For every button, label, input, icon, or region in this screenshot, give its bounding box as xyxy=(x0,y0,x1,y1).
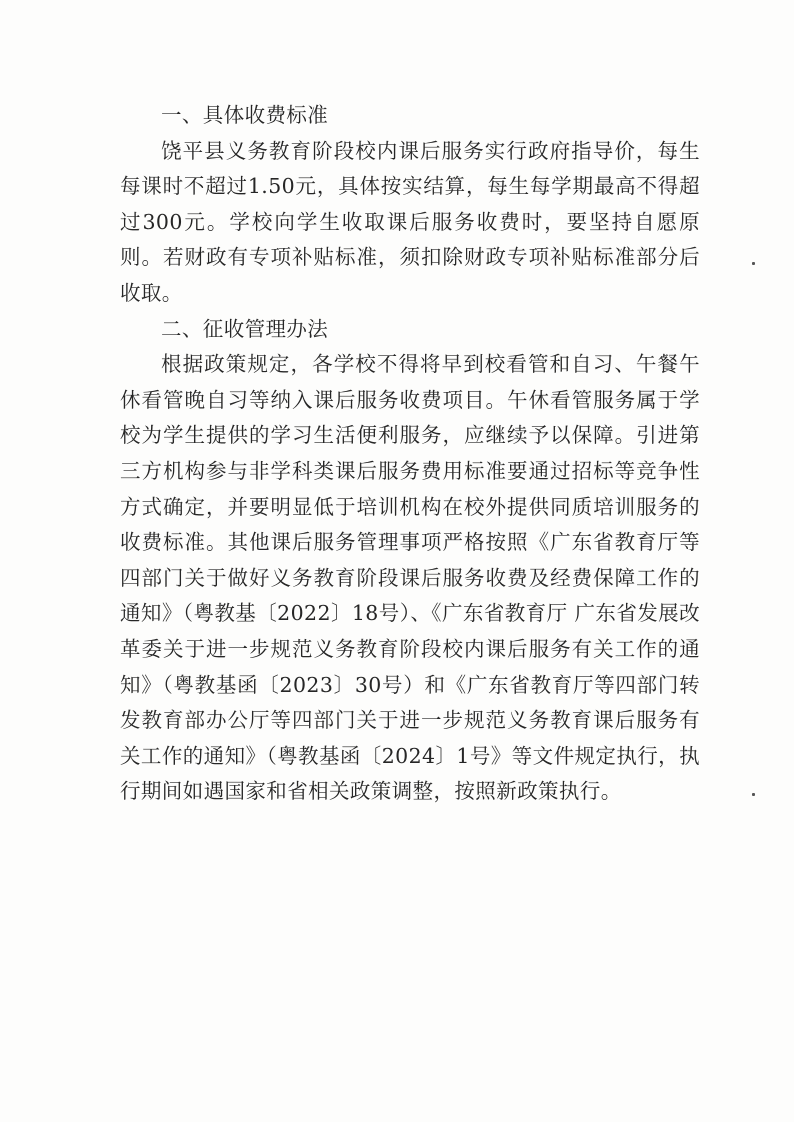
paragraph-management: 根据政策规定，各学校不得将早到校看管和自习、午餐午休看管晚自习等纳入课后服务收费项目。午休看管服务属于学校为学生提供的学习生活便利服务，应继续予以保障。引进第三方机构参与非学科类课后服务费用标准要通过招标等竞争性方式确定，并要明显低于培训机构在校外提供同质培训服务的收费标准。其他课后服务管理事项严格按照《广东省教育厅等四部门关于做好义务教育阶段课后服务收费及经费保障工作的通知》（粤教基〔2022〕18号）、《广东省教育厅 广东省发展改革委关于进一步规范义务教育阶段校内课后服务有关工作的通知》（粤教基函〔2023〕30号）和《广东省教育厅等四部门转发教育部办公厅等四部门关于进一步规范义务教育课后服务有关工作的通知》（粤教基函〔2024〕1号》等文件规定执行，执行期间如遇国家和省相关政策调整，按照新政策执行。 xyxy=(120,352,700,804)
section-heading-fee-standard: 一、具体收费标准 xyxy=(161,103,329,127)
scan-mark-top xyxy=(752,262,755,265)
document-body xyxy=(120,98,700,810)
paragraph-fee-standard: 饶平县义务教育阶段校内课后服务实行政府指导价，每生每课时不超过1.50元，具体按实结算，每生每学期最高不得超过300元。学校向学生收取课后服务收费时，要坚持自愿原则。若财政有专项补贴标准，须扣除财政专项补贴标准部分后收取。 xyxy=(120,138,700,305)
scan-mark-bottom xyxy=(752,793,755,796)
section-heading-management: 二、征收管理办法 xyxy=(161,316,329,341)
